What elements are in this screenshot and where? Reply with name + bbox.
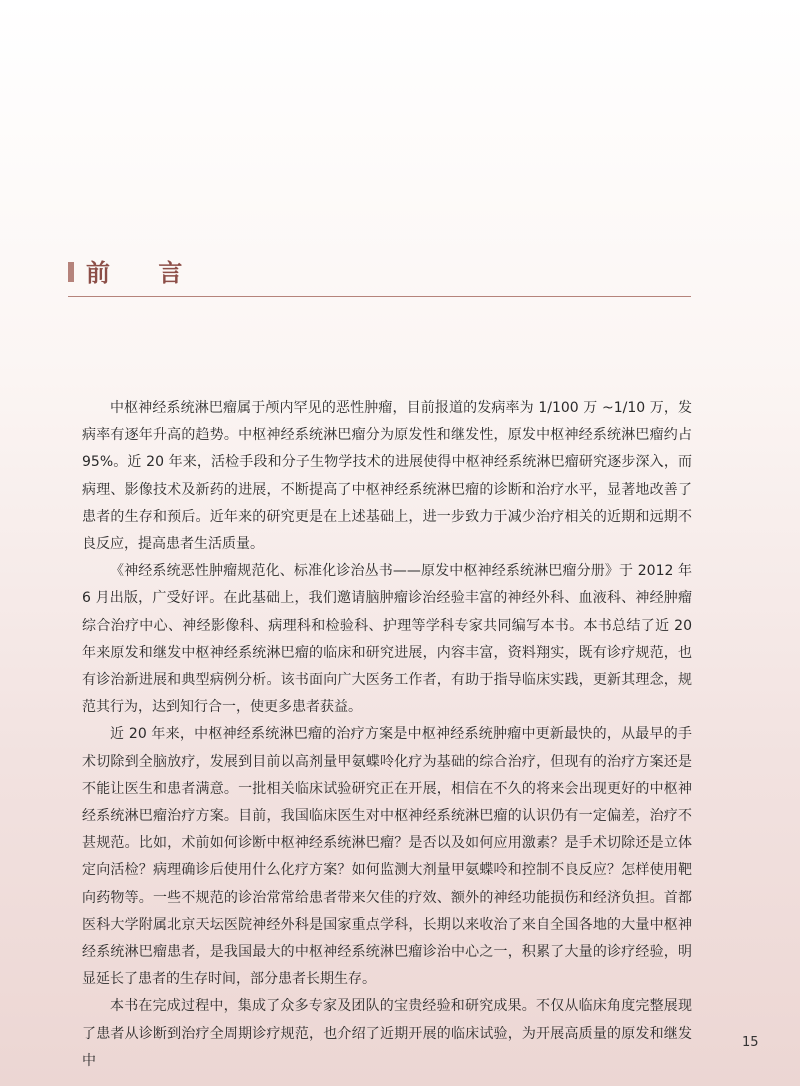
heading-accent-bar <box>68 262 74 282</box>
page-title: 前 言 <box>86 259 203 287</box>
section-heading <box>68 258 691 297</box>
paragraph: 《神经系统恶性肿瘤规范化、标准化诊治丛书——原发中枢神经系统淋巴瘤分册》于 2012 年 6 月出版，广受好评。在此基础上，我们邀请脑肿瘤诊治经验丰富的神经外科、血液科、神经肿瘤综合治疗中心、神经影像科、病理科和检验科、护理等学科专家共同编写本书。本书总结了近 20 年来原发和继发中枢神经系统淋巴瘤的临床和研究进展，内容丰富，资料翔实，既有诊疗规范，也有诊治新进展和典型病例分析。该书面向广大医务工作者，有助于指导临床实践，更新其理念，规范其行为，达到知行合一，使更多患者获益。 <box>82 563 692 716</box>
paragraph: 中枢神经系统淋巴瘤属于颅内罕见的恶性肿瘤，目前报道的发病率为 1/100 万 ~1/10 万，发病率有逐年升高的趋势。中枢神经系统淋巴瘤分为原发性和继发性，原发中枢神经系统淋巴瘤约占 95%。近 20 年来，活检手段和分子生物学技术的进展使得中枢神经系统淋巴瘤研究逐步深入，而病理、影像技术及新药的进展，不断提高了中枢神经系统淋巴瘤的诊断和治疗水平，显著地改善了患者的生存和预后。近年来的研究更是在上述基础上，进一步致力于减少治疗相关的近期和远期不良反应，提高患者生活质量。 <box>82 400 692 553</box>
page-number: 15 <box>742 1035 759 1050</box>
preface-body <box>82 395 692 1075</box>
paragraph: 近 20 年来，中枢神经系统淋巴瘤的治疗方案是中枢神经系统肿瘤中更新最快的，从最早的手术切除到全脑放疗，发展到目前以高剂量甲氨蝶呤化疗为基础的综合治疗，但现有的治疗方案还是不能让医生和患者满意。一批相关临床试验研究正在开展，相信在不久的将来会出现更好的中枢神经系统淋巴瘤治疗方案。目前，我国临床医生对中枢神经系统淋巴瘤的认识仍有一定偏差，治疗不甚规范。比如，术前如何诊断中枢神经系统淋巴瘤？是否以及如何应用激素？是手术切除还是立体定向活检？病理确诊后使用什么化疗方案？如何监测大剂量甲氨蝶呤和控制不良反应？怎样使用靶向药物等。一些不规范的诊治常常给患者带来欠佳的疗效、额外的神经功能损伤和经济负担。首都医科大学附属北京天坛医院神经外科是国家重点学科，长期以来收治了来自全国各地的大量中枢神经系统淋巴瘤患者，是我国最大的中枢神经系统淋巴瘤诊治中心之一，积累了大量的诊疗经验，明显延长了患者的生存时间，部分患者长期生存。 <box>82 726 692 988</box>
paragraph: 本书在完成过程中，集成了众多专家及团队的宝贵经验和研究成果。不仅从临床角度完整展现了患者从诊断到治疗全周期诊疗规范，也介绍了近期开展的临床试验，为开展高质量的原发和继发中 <box>82 998 692 1069</box>
